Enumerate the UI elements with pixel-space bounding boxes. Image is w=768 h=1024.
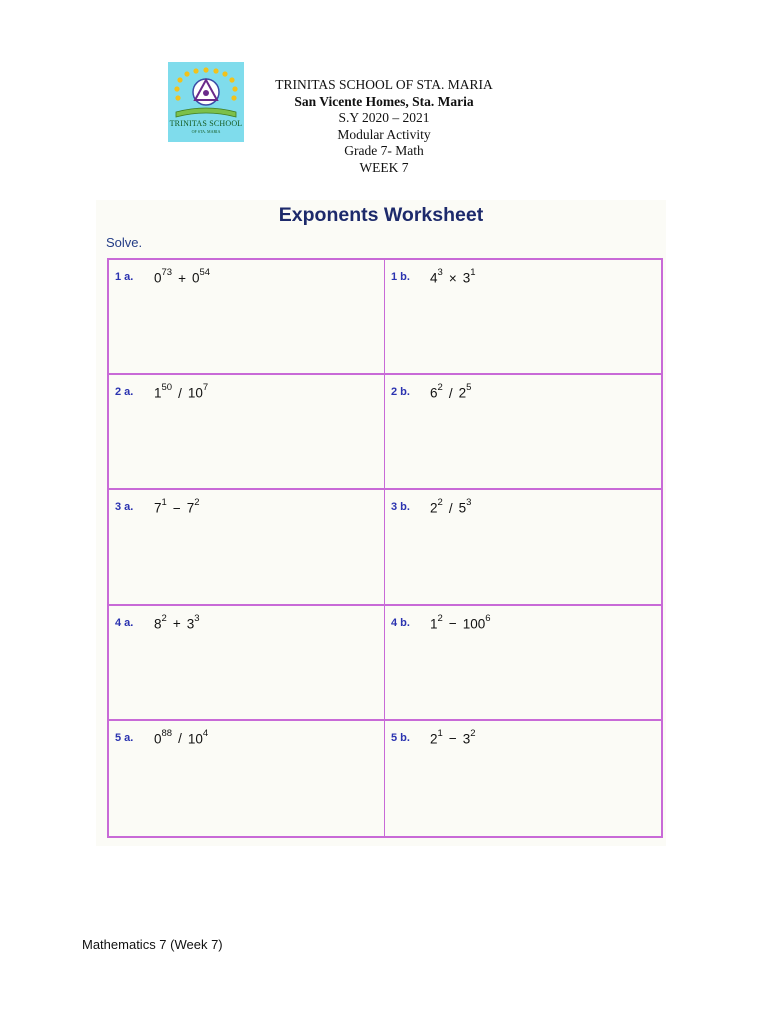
problem-expression xyxy=(154,269,210,286)
expression-operator: / xyxy=(178,731,182,747)
expression-exponent: 6 xyxy=(485,612,491,624)
expression-exponent: 73 xyxy=(161,267,173,278)
expression-exponent: 2 xyxy=(437,612,443,624)
problem-cell xyxy=(109,375,385,490)
expression-exponent: 88 xyxy=(161,727,173,739)
problem-cell xyxy=(385,606,661,721)
expression-base: 6 xyxy=(430,385,438,401)
school-year: S.Y 2020 – 2021 xyxy=(338,110,430,126)
problem-grid xyxy=(107,258,663,838)
expression-exponent: 50 xyxy=(161,382,173,394)
expression-base: 0 xyxy=(154,270,162,286)
expression-exponent: 7 xyxy=(202,382,209,394)
week-label: WEEK 7 xyxy=(359,159,409,175)
expression-operator: + xyxy=(172,616,181,632)
logo-subcaption: OF STA. MARIA xyxy=(191,129,221,134)
problem-label: 1 b. xyxy=(391,271,410,283)
expression-exponent: 54 xyxy=(199,267,211,278)
expression-base: 7 xyxy=(186,500,195,516)
expression-exponent: 3 xyxy=(437,267,443,278)
problem-cell xyxy=(385,260,661,375)
expression-operator: / xyxy=(448,385,453,401)
problem-expression xyxy=(430,384,471,401)
expression-exponent: 5 xyxy=(466,382,472,394)
expression-base: 1 xyxy=(430,616,438,632)
expression-exponent: 2 xyxy=(437,382,443,394)
problem-expression xyxy=(430,612,491,632)
expression-base: 0 xyxy=(154,731,162,747)
expression-exponent: 3 xyxy=(466,497,472,509)
expression-exponent: 2 xyxy=(194,497,200,509)
problem-label: 2 a. xyxy=(115,386,134,399)
grade-subject: Grade 7- Math xyxy=(344,143,424,159)
expression-base: 2 xyxy=(430,500,438,516)
problem-label: 5 a. xyxy=(115,731,134,744)
expression-base: 3 xyxy=(186,616,195,632)
school-header xyxy=(250,77,518,177)
expression-base: 1 xyxy=(154,385,162,401)
problem-cell xyxy=(385,375,661,490)
expression-base: 4 xyxy=(430,270,438,286)
problem-cell xyxy=(385,490,661,605)
expression-exponent: 2 xyxy=(470,727,476,739)
expression-base: 5 xyxy=(458,500,467,516)
expression-exponent: 1 xyxy=(437,727,443,739)
expression-exponent: 4 xyxy=(202,727,209,739)
expression-base: 2 xyxy=(430,731,438,747)
expression-operator: − xyxy=(448,731,457,747)
problem-label: 1 a. xyxy=(115,271,134,283)
problem-cell xyxy=(109,260,385,375)
expression-exponent: 2 xyxy=(437,497,443,509)
expression-operator: / xyxy=(178,385,182,401)
problem-expression xyxy=(154,612,200,632)
exponents-worksheet xyxy=(96,200,666,846)
expression-base: 8 xyxy=(154,616,162,632)
problem-expression xyxy=(154,499,200,516)
problem-expression xyxy=(430,269,476,286)
page-footer: Mathematics 7 (Week 7) xyxy=(82,937,223,952)
problem-label: 4 a. xyxy=(115,616,134,629)
problem-label: 2 b. xyxy=(391,386,410,399)
expression-operator: / xyxy=(448,500,453,516)
expression-base: 3 xyxy=(462,731,471,747)
problem-cell xyxy=(109,490,385,605)
worksheet-instruction: Solve. xyxy=(106,235,143,250)
school-logo xyxy=(168,62,244,142)
expression-exponent: 1 xyxy=(161,497,167,509)
expression-exponent: 3 xyxy=(194,612,200,624)
expression-base: 100 xyxy=(462,616,486,632)
school-address: San Vicente Homes, Sta. Maria xyxy=(294,93,474,109)
problem-expression xyxy=(430,499,471,516)
expression-base: 3 xyxy=(462,270,471,286)
expression-base: 10 xyxy=(187,385,203,401)
worksheet-title: Exponents Worksheet xyxy=(278,204,484,226)
problem-expression xyxy=(430,727,476,747)
problem-cell xyxy=(109,606,385,721)
problem-label: 3 b. xyxy=(391,501,410,514)
activity-type: Modular Activity xyxy=(337,126,431,142)
school-name: TRINITAS SCHOOL OF STA. MARIA xyxy=(275,77,493,92)
problem-expression xyxy=(154,384,208,401)
expression-exponent: 2 xyxy=(161,612,167,624)
expression-operator: − xyxy=(172,500,181,516)
expression-operator: − xyxy=(448,616,457,632)
expression-operator: × xyxy=(448,270,457,286)
expression-operator: + xyxy=(178,270,186,286)
expression-base: 0 xyxy=(191,270,200,286)
expression-base: 10 xyxy=(187,731,203,747)
expression-base: 7 xyxy=(154,500,162,516)
problem-cell xyxy=(109,721,385,836)
expression-base: 2 xyxy=(458,385,467,401)
problem-label: 5 b. xyxy=(391,731,410,744)
problem-label: 4 b. xyxy=(391,616,410,629)
logo-caption: TRINITAS SCHOOL xyxy=(169,119,243,128)
problem-cell xyxy=(385,721,661,836)
expression-exponent: 1 xyxy=(470,267,476,278)
problem-label: 3 a. xyxy=(115,501,134,514)
problem-expression xyxy=(154,727,209,747)
